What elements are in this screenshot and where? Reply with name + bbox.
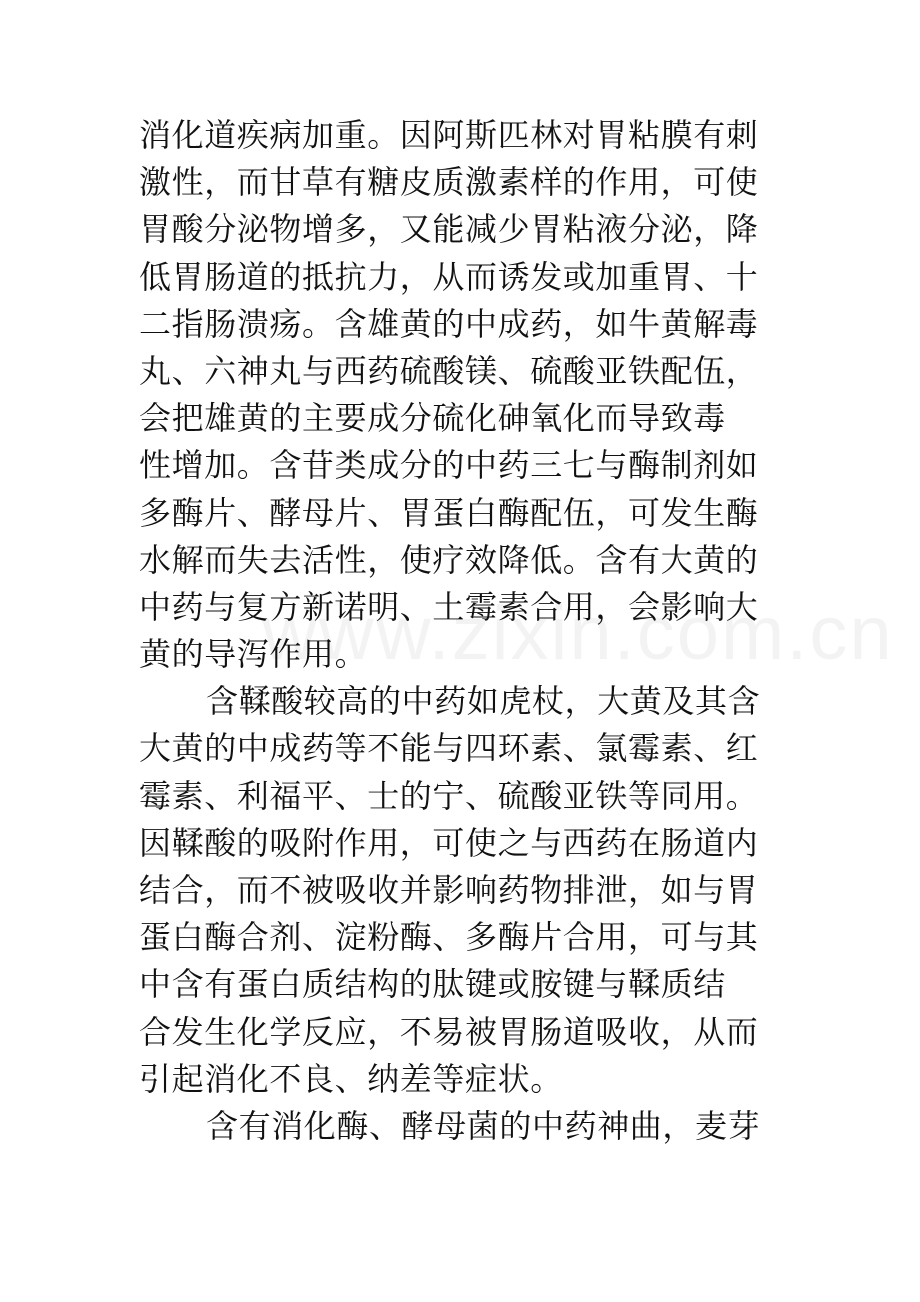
text-line: 性增加。含苷类成分的中药三七与酶制剂如 <box>139 446 759 485</box>
text-line: 霉素、利福平、士的宁、硫酸亚铁等同用。 <box>139 776 759 815</box>
text-line: 水解而失去活性，使疗效降低。含有大黄的 <box>139 540 759 579</box>
text-line: 因鞣酸的吸附作用，可使之与西药在肠道内 <box>139 823 759 862</box>
text-line: 蛋白酶合剂、淀粉酶、多酶片合用，可与其 <box>139 918 759 957</box>
text-line: 会把雄黄的主要成分硫化砷氧化而导致毒 <box>139 399 726 438</box>
text-line: 合发生化学反应，不易被胃肠道吸收，从而 <box>139 1012 759 1051</box>
text-line: 二指肠溃疡。含雄黄的中成药，如牛黄解毒 <box>139 304 759 343</box>
paragraph-start-line: 含有消化酶、酵母菌的中药神曲，麦芽 <box>206 1106 761 1145</box>
document-body <box>139 112 799 1150</box>
text-line: 结合，而不被吸收并影响药物排泄，如与胃 <box>139 871 759 909</box>
text-line: 大黄的中成药等不能与四环素、氯霉素、红 <box>139 729 759 768</box>
text-line: 消化道疾病加重。因阿斯匹林对胃粘膜有刺 <box>139 116 759 154</box>
paragraph-start-line: 含鞣酸较高的中药如虎杖，大黄及其含 <box>206 682 761 721</box>
text-line: 黄的导泻作用。 <box>139 635 368 674</box>
text-line: 多酶片、酵母片、胃蛋白酶配伍，可发生酶 <box>139 493 759 532</box>
text-line: 激性，而甘草有糖皮质激素样的作用，可使 <box>139 163 759 202</box>
text-line: 引起消化不良、纳差等症状。 <box>139 1059 563 1098</box>
text-line: 胃酸分泌物增多，又能减少胃粘液分泌，降 <box>139 210 759 249</box>
text-line: 丸、六神丸与西药硫酸镁、硫酸亚铁配伍， <box>139 351 759 390</box>
text-line: 中药与复方新诺明、土霉素合用，会影响大 <box>139 587 759 626</box>
text-line: 低胃肠道的抵抗力，从而诱发或加重胃、十 <box>139 257 759 296</box>
text-line: 中含有蛋白质结构的肽键或胺键与鞣质结 <box>139 965 726 1004</box>
